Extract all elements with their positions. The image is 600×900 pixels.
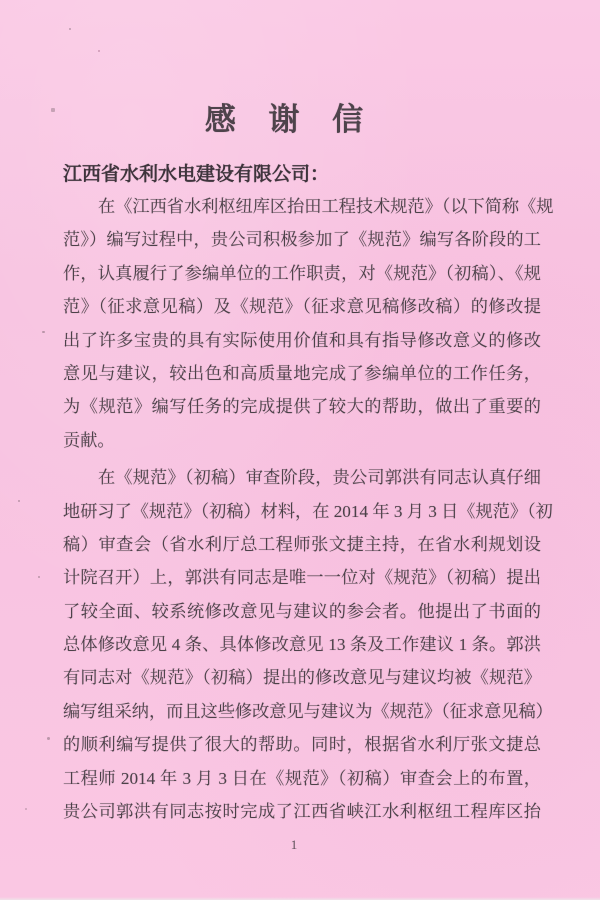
scan-speck bbox=[51, 108, 55, 112]
paragraph bbox=[63, 461, 553, 828]
text-line: 范》）编写过程中，贵公司积极参加了《规范》编写各阶段的工 bbox=[63, 230, 541, 250]
letter-title: 感 谢 信 bbox=[204, 102, 376, 137]
scan-speck bbox=[42, 331, 45, 333]
text-line: 贡献。 bbox=[63, 430, 115, 450]
text-line: 贵公司郭洪有同志按时完成了江西省峡江水利枢纽工程库区抬 bbox=[63, 802, 541, 822]
scan-speck bbox=[98, 50, 100, 52]
text-line: 工程师 2014 年 3 月 3 日在《规范》（初稿）审查会上的布置， bbox=[63, 768, 541, 788]
text-line: 计院召开）上，郭洪有同志是唯一一位对《规范》（初稿）提出 bbox=[63, 568, 541, 588]
text-line: 作，认真履行了参编单位的工作职责，对《规范》（初稿）、《规 bbox=[63, 263, 541, 283]
text-line: 出了许多宝贵的具有实际使用价值和具有指导修改意义的修改 bbox=[63, 330, 541, 350]
text-line: 为《规范》编写任务的完成提供了较大的帮助，做出了重要的 bbox=[63, 397, 541, 417]
page-number: 1 bbox=[290, 837, 298, 852]
text-line: 有同志对《规范》（初稿）提出的修改意见与建议均被《规范》 bbox=[63, 668, 541, 688]
paragraph bbox=[63, 190, 554, 457]
scan-speck bbox=[69, 28, 71, 30]
scan-speck bbox=[47, 737, 50, 740]
text-line: 的顺利编写提供了很大的帮助。同时，根据省水利厅张文捷总 bbox=[63, 735, 541, 755]
scan-speck bbox=[25, 808, 27, 810]
text-line: 总体修改意见 4 条、具体修改意见 13 条及工作建议 1 条。郭洪 bbox=[63, 635, 541, 655]
text-line: 编写组采纳，而且这些修改意见与建议为《规范》（征求意见稿） bbox=[63, 701, 553, 721]
text-line: 意见与建议，较出色和高质量地完成了参编单位的工作任务， bbox=[63, 363, 541, 383]
text-line: 地研习了《规范》（初稿）材料，在 2014 年 3 月 3 日《规范》（初 bbox=[63, 501, 553, 521]
text-line: 在《江西省水利枢纽库区抬田工程技术规范》（以下简称《规 bbox=[98, 197, 554, 216]
text-line: 稿）审查会（省水利厅总工程师张文捷主持，在省水利规划设 bbox=[63, 534, 541, 554]
salutation: 江西省水利水电建设有限公司： bbox=[63, 164, 330, 185]
text-line: 范》（征求意见稿）及《规范》（征求意见稿修改稿）的修改提 bbox=[63, 297, 541, 317]
scan-speck bbox=[38, 576, 40, 578]
text-line: 在《规范》（初稿）审查阶段，贵公司郭洪有同志认真仔细 bbox=[98, 468, 541, 488]
scan-speck bbox=[18, 500, 20, 502]
letter-body bbox=[63, 190, 554, 828]
text-line: 了较全面、较系统修改意见与建议的参会者。他提出了书面的 bbox=[63, 601, 541, 621]
